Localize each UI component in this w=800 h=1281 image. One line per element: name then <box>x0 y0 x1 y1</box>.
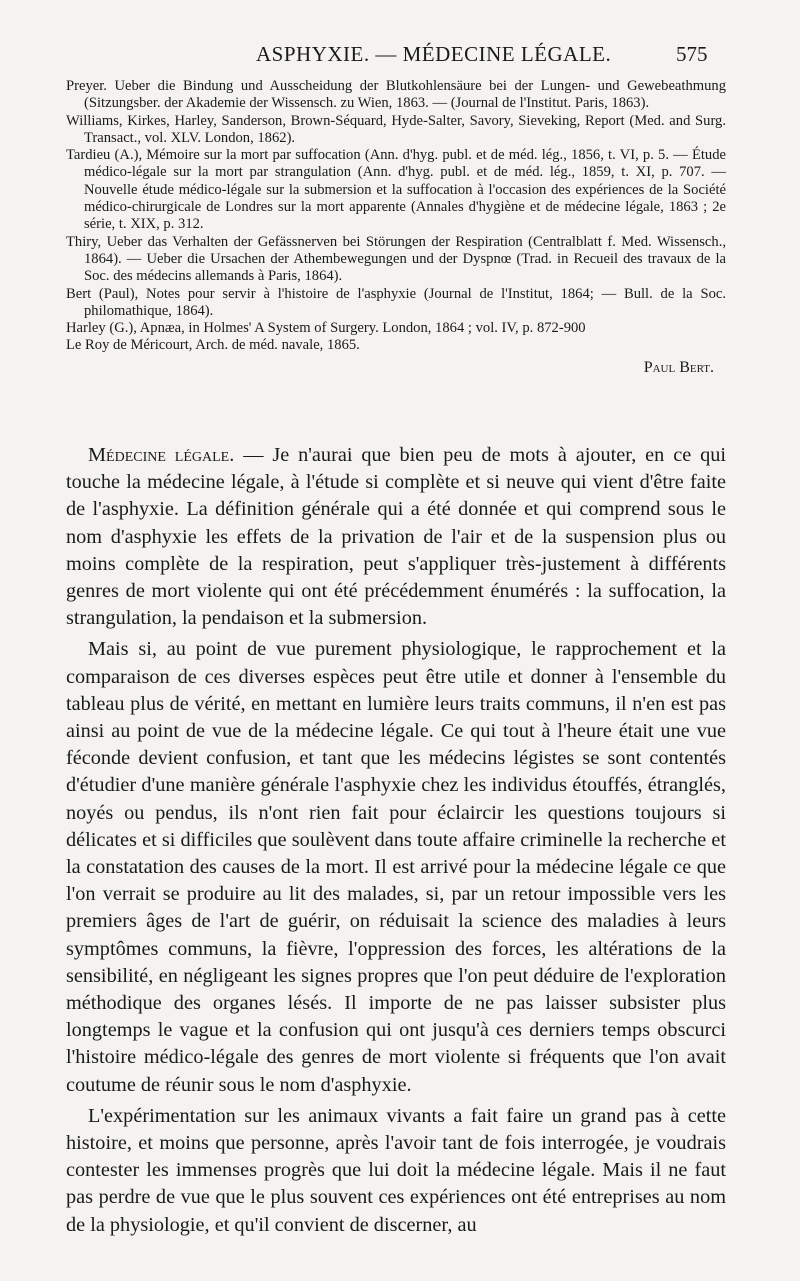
page-number: 575 <box>676 42 708 66</box>
bib-entry: Preyer. Ueber die Bindung und Ausscheidung der Blutkohlensäure bei der Lungen- und Gewebeathmung (Sitzungsber. der Akademie der Wissensch. zu Wien, 1863. — (Journal de l'Institut. Paris, 1863). <box>66 78 726 112</box>
running-title: ASPHYXIE. — MÉDECINE LÉGALE. <box>256 42 612 66</box>
paragraph-1 <box>66 442 726 632</box>
bib-entry: Williams, Kirkes, Harley, Sanderson, Brown-Séquard, Hyde-Salter, Savory, Sieveking, Report (Med. and Surg. Transact., vol. XLV. London, 1862). <box>66 112 726 146</box>
bib-entry: Thiry, Ueber das Verhalten der Gefässnerven bei Störungen der Respiration (Centralblatt f. Med. Wissensch., 1864). — Ueber die Ursachen der Athembewegungen und der Dyspnœ (Trad. in Recueil des travaux de la Soc. des médecins allemands à Paris, 1864). <box>66 233 726 285</box>
bib-entry: Bert (Paul), Notes pour servir à l'histoire de l'asphyxie (Journal de l'Institut, 1864; — Bull. de la Soc. philomathique, 1864). <box>66 285 726 319</box>
main-text <box>66 442 726 1239</box>
bib-entry: Le Roy de Méricourt, Arch. de méd. navale, 1865. <box>66 337 360 354</box>
paragraph-1-text: — Je n'aurai que bien peu de mots à ajouter, en ce qui touche la médecine légale, à l'étude si complète et si neuve qui vient d'être faite de l'asphyxie. La définition générale qui a été donnée et qui comprend sous le nom d'asphyxie les effets de la privation de l'air et de la suspension plus ou moins complète de la respiration, peut s'appliquer très-justement à différents genres de mort violente qui ont été précédemment énumérés : la suffocation, la strangulation, la pendaison et la submersion. <box>66 444 726 630</box>
bib-entry: Harley (G.), Apnæa, in Holmes' A System of Surgery. London, 1864 ; vol. IV, p. 872-900 <box>66 320 586 337</box>
page-header <box>0 42 800 72</box>
bib-entry: Tardieu (A.), Mémoire sur la mort par suffocation (Ann. d'hyg. publ. et de méd. lég., 1856, t. VI, p. 5. — Étude médico-légale sur la mort par strangulation (Ann. d'hyg. publ. et de méd. lég., 1859, t. XI, p. 707. — Nouvelle étude médico-légale sur la submersion et la suffocation à l'occasion des expériences de la Société médico-chirurgicale de Londres sur la mort apparente (Annales d'hygiène et de médecine légale, 1863 ; 2e série, t. XIX, p. 312. <box>66 147 726 233</box>
section-title: Médecine légale. <box>88 444 235 466</box>
paragraph-2: Mais si, au point de vue purement physiologique, le rapprochement et la comparaison de ces diverses espèces peut être utile et donner à l'ensemble du tableau plus de vérité, en mettant en lumière leurs traits communs, il n'en est pas ainsi au point de vue de la médecine légale. Ce qui tout à l'heure était une vue féconde devient confusion, et tant que les médecins légistes se sont contentés d'étudier d'une manière générale l'asphyxie chez les individus étouffés, étranglés, noyés ou pendus, ils n'ont rien fait pour éclaircir les questions toujours si délicates et si difficiles que soulèvent dans toute affaire criminelle la recherche et la constatation des causes de la mort. Il est arrivé pour la médecine légale ce que l'on verrait se produire au lit des malades, si, par un retour impossible vers les premiers âges de l'art de guérir, on réduisait la science des maladies à leurs symptômes communs, la fièvre, l'oppression des forces, les altérations de la sensibilité, en négligeant les signes propres que l'on peut déduire de l'exploration méthodique des organes lésés. Il importe de ne pas laisser subsister plus longtemps le vague et la confusion qui ont jusqu'à ces derniers temps obscurci l'histoire médico-légale des genres de mort violente si fréquents que l'on avait coutume de réunir sous le nom d'asphyxie. <box>66 638 726 1096</box>
paragraph-3: L'expérimentation sur les animaux vivants a fait faire un grand pas à cette histoire, et moins que personne, après l'avoir tant de fois interrogée, je voudrais contester les immenses progrès que lui doit la médecine légale. Mais il ne faut pas perdre de vue que le plus souvent ces expériences ont été entreprises au nom de la physiologie, et qu'il convient de discerner, au <box>66 1104 726 1236</box>
bibliography <box>66 78 726 376</box>
author-signature: Paul Bert. <box>643 358 714 376</box>
